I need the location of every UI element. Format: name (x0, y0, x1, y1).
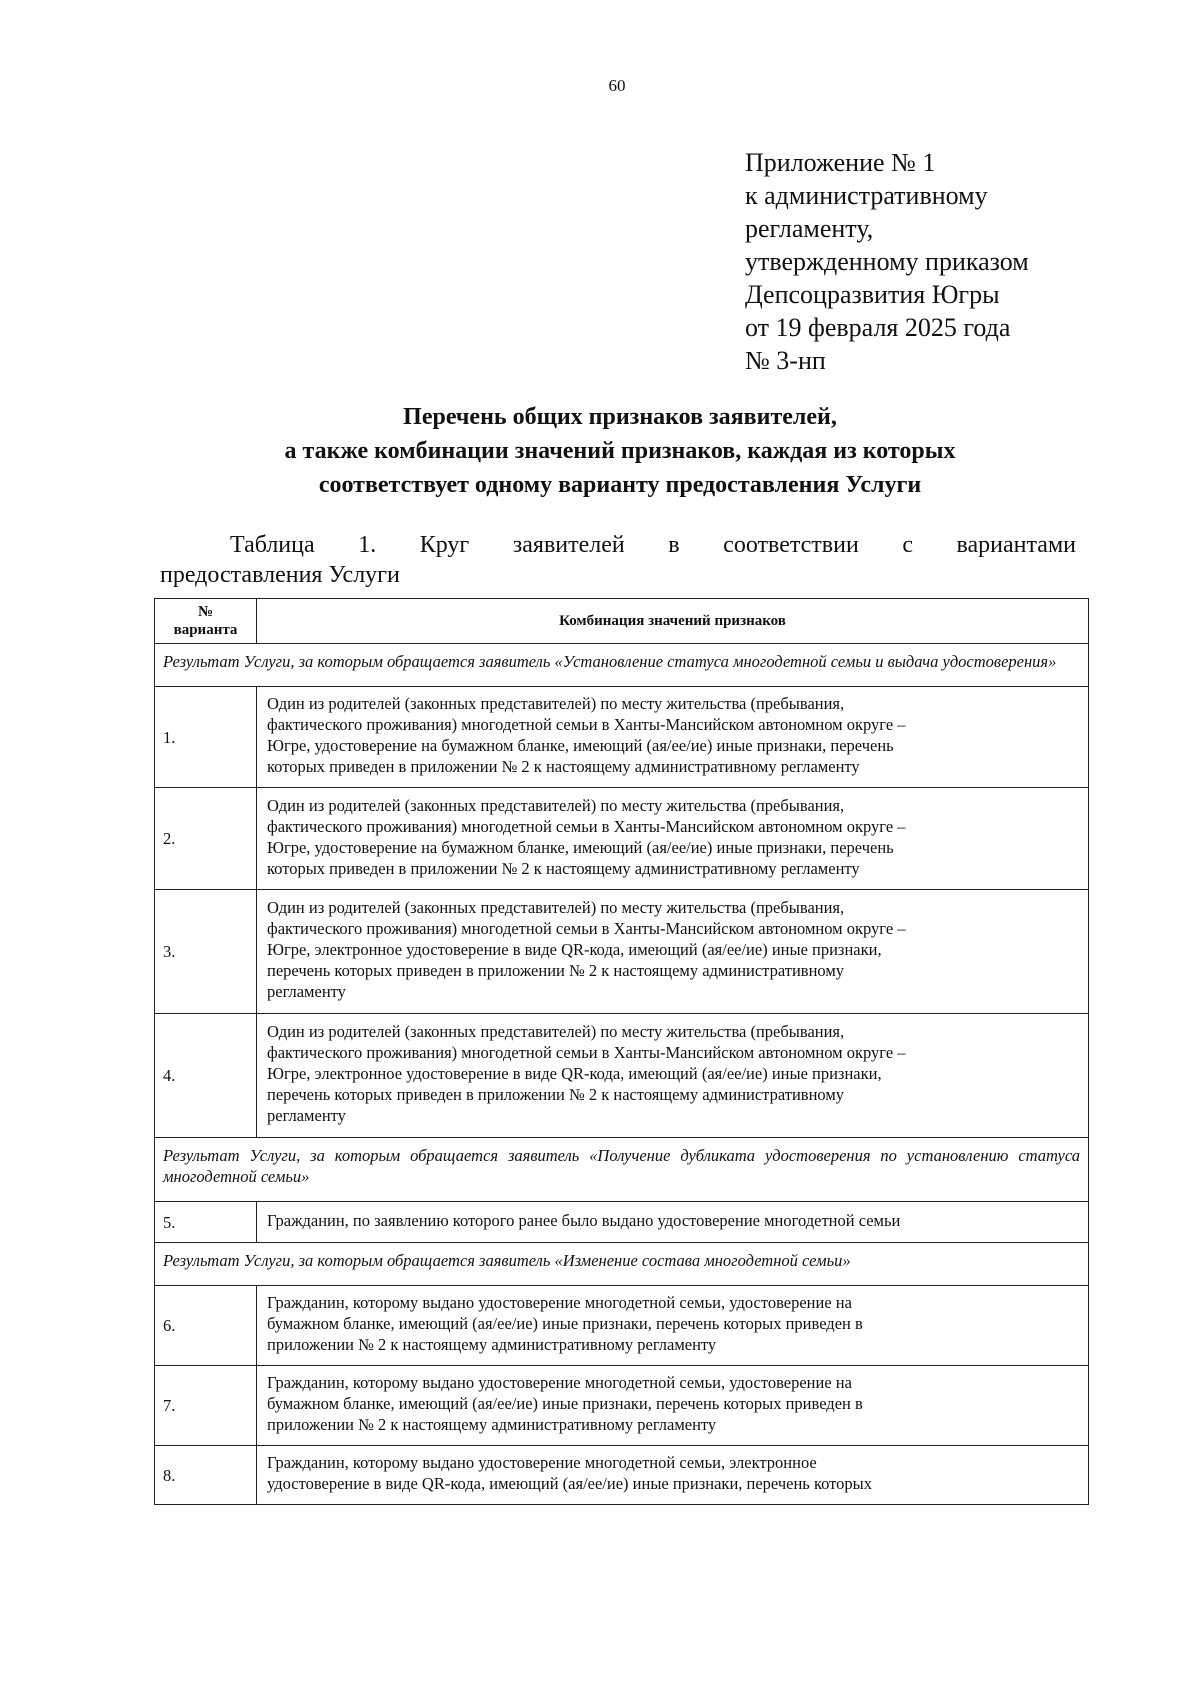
combination-line: удостоверение в виде QR-кода, имеющий (ая/ее/ие) иные признаки, перечень которых (267, 1474, 872, 1493)
annex-line: № 3-нп (745, 346, 826, 375)
caption-word: заявителей (512, 532, 625, 558)
caption-word: с (902, 532, 913, 558)
table-row (155, 1014, 1089, 1138)
combination-line: Югре, электронное удостоверение в виде QR-кода, имеющий (ая/ее/ие) иные признаки, (267, 1064, 882, 1083)
title-line: а также комбинации значений признаков, каждая из которых (284, 438, 956, 464)
caption-word: Таблица (230, 532, 315, 558)
variants-table (154, 598, 1089, 1505)
table-row (155, 1286, 1089, 1366)
combination-line: фактического проживания) многодетной семьи в Ханты-Мансийском автономном округе – (267, 1043, 906, 1062)
variant-number: 7. (155, 1366, 257, 1446)
annex-block (745, 146, 1185, 377)
combination-text (257, 1366, 1089, 1446)
annex-line: регламенту, (745, 214, 874, 243)
table-row (155, 687, 1089, 788)
combination-line: перечень которых приведен в приложении № 2 к настоящему административному (267, 1085, 845, 1104)
table-row (155, 1202, 1089, 1243)
annex-line: от 19 февраля 2025 года (745, 313, 1011, 342)
caption-word: соответствии (723, 532, 859, 558)
header-num-line: варианта (173, 622, 238, 638)
variant-number: 6. (155, 1286, 257, 1366)
combination-text (257, 1446, 1089, 1505)
annex-line: утвержденному приказом (745, 247, 1029, 276)
combination-line: приложении № 2 к настоящему административному регламенту (267, 1335, 717, 1354)
document-title (150, 400, 1090, 502)
combination-line: Югре, удостоверение на бумажном бланке, имеющий (ая/ее/ие) иные признаки, перечень (267, 736, 894, 755)
combination-text (257, 687, 1089, 788)
page-number: 60 (608, 76, 626, 95)
combination-line: фактического проживания) многодетной семьи в Ханты-Мансийском автономном округе – (267, 715, 906, 734)
combination-text (257, 1014, 1089, 1138)
header-variant-number (155, 599, 257, 644)
combination-line: Югре, удостоверение на бумажном бланке, имеющий (ая/ее/ие) иные признаки, перечень (267, 837, 894, 857)
table-row (155, 890, 1089, 1014)
table-row (155, 1366, 1089, 1446)
variant-number: 5. (155, 1202, 257, 1243)
combination-line: фактического проживания) многодетной семьи в Ханты-Мансийском автономном округе – (267, 816, 906, 836)
variant-number: 2. (155, 788, 257, 890)
variant-number: 3. (155, 890, 257, 1014)
combination-line: Гражданин, которому выдано удостоверение многодетной семьи, удостоверение на (267, 1293, 852, 1312)
caption-word: Круг (419, 532, 470, 558)
caption-word: 1. (358, 532, 377, 558)
combination-line: Один из родителей (законных представителей) по месту жительства (пребывания, (267, 898, 845, 917)
header-combination: Комбинация значений признаков (257, 599, 1089, 644)
table-caption (160, 530, 1076, 590)
combination-line: которых приведен в приложении № 2 к настоящему административному регламенту (267, 757, 860, 776)
header-num-line: № (197, 604, 214, 620)
combination-line: Югре, электронное удостоверение в виде QR-кода, имеющий (ая/ее/ие) иные признаки, (267, 940, 882, 959)
section-result-label: Результат Услуги, за которым обращается заявитель «Установление статуса многодетной семьи и выдача удостоверения» (155, 644, 1089, 687)
caption-word: в (668, 532, 680, 558)
combination-line: фактического проживания) многодетной семьи в Ханты-Мансийском автономном округе – (267, 919, 906, 938)
combination-line: Гражданин, которому выдано удостоверение многодетной семьи, электронное (267, 1453, 817, 1472)
title-line: соответствует одному варианту предоставления Услуги (318, 472, 922, 498)
table-body (155, 644, 1089, 1505)
combination-line: Гражданин, которому выдано удостоверение многодетной семьи, удостоверение на (267, 1373, 852, 1392)
combination-line: регламенту (267, 982, 346, 1001)
combination-line: Один из родителей (законных представителей) по месту жительства (пребывания, (267, 1022, 845, 1041)
section-row (155, 1243, 1089, 1286)
caption-word: вариантами (956, 532, 1076, 558)
combination-line: которых приведен в приложении № 2 к настоящему административному регламенту (267, 858, 860, 878)
table-row (155, 788, 1089, 890)
combination-line: Гражданин, по заявлению которого ранее было выдано удостоверение многодетной семьи (267, 1210, 901, 1230)
variant-number: 4. (155, 1014, 257, 1138)
caption-line: предоставления Услуги (160, 562, 400, 588)
combination-text (257, 788, 1089, 890)
combination-line: приложении № 2 к настоящему административному регламенту (267, 1415, 717, 1434)
annex-line: к административному (745, 181, 988, 210)
combination-line: бумажном бланке, имеющий (ая/ее/ие) иные признаки, перечень которых приведен в (267, 1394, 863, 1413)
variant-number: 8. (155, 1446, 257, 1505)
section-result-label: Результат Услуги, за которым обращается заявитель «Изменение состава многодетной семьи» (155, 1243, 1089, 1286)
section-result-label: Результат Услуги, за которым обращается заявитель «Получение дубликата удостоверения по установлению статуса многодетной семьи» (155, 1138, 1089, 1202)
combination-line: Один из родителей (законных представителей) по месту жительства (пребывания, (267, 795, 845, 815)
combination-text (257, 1286, 1089, 1366)
combination-text (257, 890, 1089, 1014)
table-header-row (155, 599, 1089, 644)
variant-number: 1. (155, 687, 257, 788)
section-row (155, 1138, 1089, 1202)
combination-line: бумажном бланке, имеющий (ая/ее/ие) иные признаки, перечень которых приведен в (267, 1314, 863, 1333)
combination-line: Один из родителей (законных представителей) по месту жительства (пребывания, (267, 694, 845, 713)
section-row (155, 644, 1089, 687)
combination-line: перечень которых приведен в приложении № 2 к настоящему административному (267, 961, 845, 980)
annex-line: Депсоцразвития Югры (745, 280, 1000, 309)
annex-line: Приложение № 1 (745, 148, 936, 177)
caption-line (160, 530, 1076, 560)
title-line: Перечень общих признаков заявителей, (403, 404, 837, 430)
table-row (155, 1446, 1089, 1505)
combination-line: регламенту (267, 1106, 346, 1125)
combination-text (257, 1202, 1089, 1243)
